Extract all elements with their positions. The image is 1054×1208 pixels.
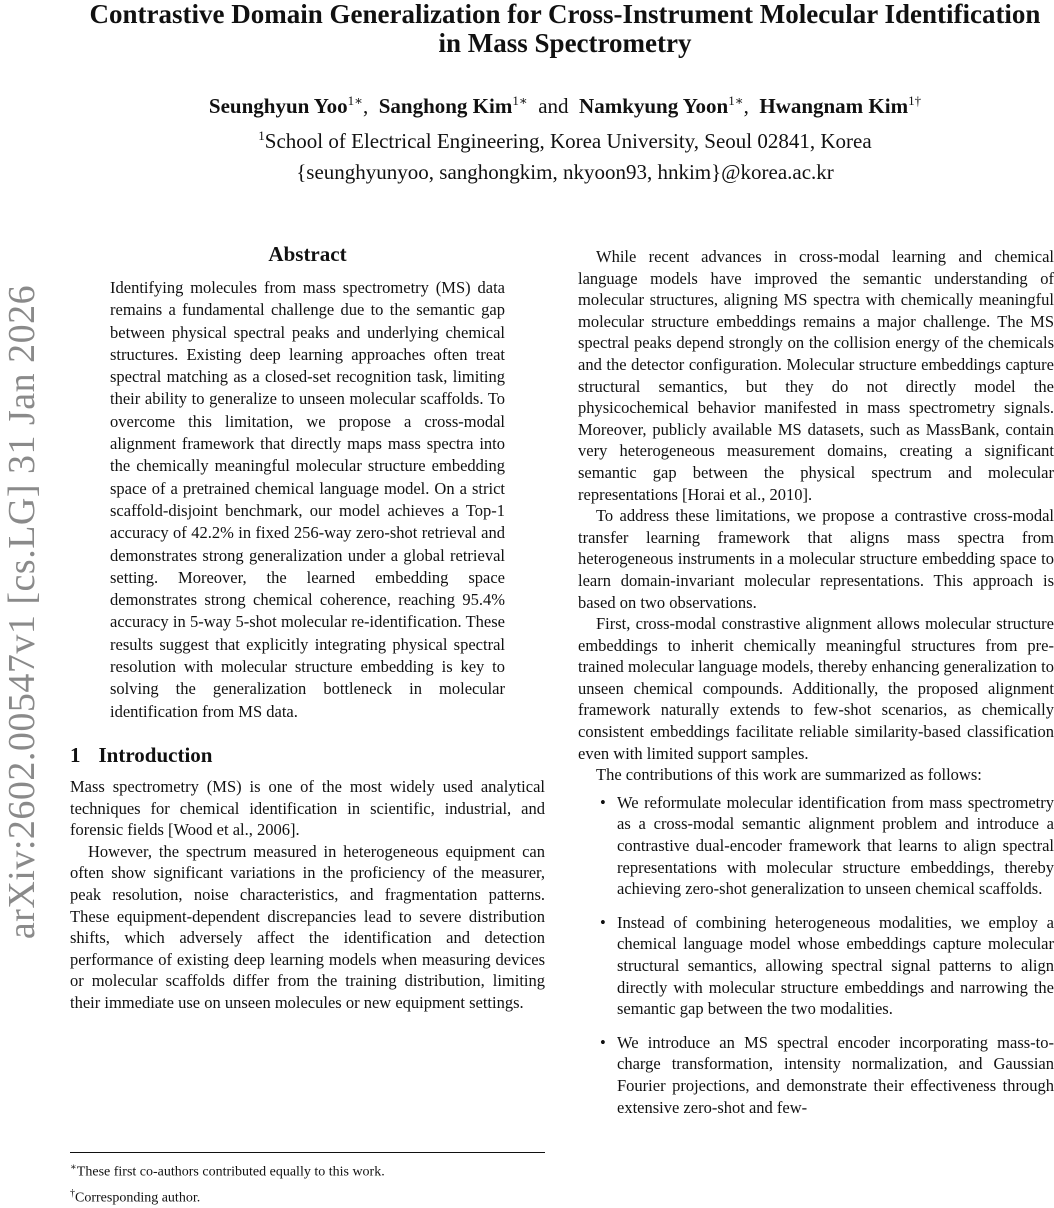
author-mark: 1∗ (347, 93, 363, 108)
abstract-heading: Abstract (268, 242, 347, 266)
author-separator: and (538, 94, 569, 118)
section-heading-introduction (70, 743, 545, 768)
arxiv-identifier-text: arXiv:2602.00547v1 [cs.LG] 31 Jan 2026 (1, 284, 43, 940)
abstract-body: Identifying molecules from mass spectrometry (MS) data remains a fundamental challenge due to the semantic gap between physical spectral peaks and underlying chemical structures. Existing deep learning approaches often treat spectral matching as a closed-set recognition task, limiting their ability to generalize to unseen molecular scaffolds. To overcome this limitation, we propose a cross-modal alignment framework that directly maps mass spectra into the chemically meaningful molecular structure embedding space of a pretrained chemical language model. On a strict scaffold-disjoint benchmark, our model achieves a Top-1 accuracy of 42.2% in fixed 256-way zero-shot retrieval and demonstrates strong generalization under a global retrieval setting. Moreover, the learned embedding space demonstrates strong chemical coherence, reaching 95.4% accuracy in 5-way 5-shot molecular re-identification. These results suggest that explicitly integrating physical spectral resolution with molecular structure embedding is key to solving the generalization bottleneck in molecular identification from MS data. (110, 278, 505, 721)
author-emails: {seunghyunyoo, sanghongkim, nkyoon93, hnkim}@korea.ac.kr (296, 160, 834, 184)
section-number: 1 (70, 742, 81, 767)
author-mark: 1† (908, 93, 922, 108)
list-item (578, 792, 1054, 900)
body-paragraph: To address these limitations, we propose a contrastive cross-modal transfer learning framework that aligns mass spectra from heterogeneous instruments in a molecular structure embedding space to learn domain-invariant molecular representations. This approach is based on two observations. (578, 506, 1054, 612)
paper-title-line-1: Contrastive Domain Generalization for Cross-Instrument Molecular Identification (89, 0, 1041, 29)
footnote-text: These first co-authors contributed equally to this work. (76, 1164, 385, 1180)
left-column (70, 242, 545, 1013)
affiliation-text: School of Electrical Engineering, Korea University, Seoul 02841, Korea (264, 129, 872, 153)
paper-title (60, 0, 1054, 58)
section-title: Introduction (98, 742, 213, 767)
author-name: Hwangnam Kim (759, 94, 909, 118)
author-list (60, 93, 1054, 119)
arxiv-identifier-sidebar (2, 262, 42, 962)
intro-paragraph-1: Mass spectrometry (MS) is one of the most widely used analytical techniques for chemical identification in scientific, industrial, and forensic fields [Wood et al., 2006]. (70, 776, 545, 840)
contributions-list (578, 792, 1054, 1118)
author-name: Seunghyun Yoo (208, 94, 348, 118)
footnote-mark: ∗ (70, 1162, 77, 1173)
intro-paragraph-2: However, the spectrum measured in heterogeneous equipment can often show significant variations in the proficiency of the measurer, peak resolution, noise characteristics, and fragmentation patterns. These equipment-dependent discrepancies lead to severe distribution shifts, which adversely affect the identification and detection performance of existing deep learning models when measuring devices or molecular scaffolds differ from the training distribution, limiting their immediate use on unseen molecules or new equipment settings. (70, 841, 545, 1012)
list-item-text: We reformulate molecular identification from mass spectrometry as a cross-modal semantic alignment problem and introduce a contrastive dual-encoder framework that learns to align spectral representations with molecular structure embeddings, thereby achieving zero-shot generalization to unseen chemical scaffolds. (617, 792, 1054, 899)
list-item (578, 912, 1054, 1020)
author-name: Sanghong Kim (378, 94, 513, 118)
affiliation-mark: 1 (258, 128, 265, 143)
body-paragraph: First, cross-modal constrastive alignment allows molecular structure embeddings to inherit chemically meaningful structures from pre-trained molecular language models, thereby enhancing generalization to unseen chemical compounds. Additionally, the proposed alignment framework naturally extends to few-shot scenarios, as chemically consistent embeddings facilitate reliable similarity-based classification even with limited support samples. (578, 614, 1054, 763)
footnote-mark: † (70, 1187, 75, 1199)
bullet-marker: • (600, 912, 606, 932)
author-mark: 1∗ (728, 93, 744, 108)
list-item-text: Instead of combining heterogeneous modalities, we employ a chemical language model whose embeddings capture molecular structural semantics, allowing spectral signal patterns to align directly with molecular structure embeddings and narrowing the semantic gap between the two modalities. (617, 912, 1054, 1019)
author-separator: , (362, 94, 369, 118)
bullet-marker: • (600, 792, 606, 812)
author-separator: , (743, 94, 749, 118)
bullet-marker: • (600, 1032, 606, 1052)
paper-title-line-2: in Mass Spectrometry (438, 28, 692, 58)
right-column (578, 246, 1054, 1130)
affiliation (60, 128, 1054, 154)
list-item (578, 1032, 1054, 1118)
footnote-text: Corresponding author. (75, 1190, 201, 1206)
author-name: Namkyung Yoon (579, 94, 729, 118)
footnote-1 (70, 1157, 545, 1183)
author-mark: 1∗ (512, 93, 528, 108)
footnote-2 (70, 1183, 545, 1208)
list-item-text: We introduce an MS spectral encoder incorporating mass-to-charge transformation, intensity normalization, and Gaussian Fourier projections, and demonstrate their effectiveness through extensive zero-shot and few- (617, 1032, 1054, 1117)
body-paragraph: While recent advances in cross-modal learning and chemical language models have improved the semantic understanding of molecular structures, aligning MS spectra with chemically meaningful molecular structure embeddings remains a major challenge. The MS spectral peaks depend strongly on the collision energy of the chemicals and the detector configuration. Molecular structure embeddings capture structural semantics, but they do not directly model the physicochemical behavior manifested in mass spectrometry signals. Moreover, publicly available MS datasets, such as MassBank, contain very heterogeneous measurement domains, creating a significant semantic gap between the physical spectrum and molecular representations [Horai et al., 2010]. (578, 247, 1054, 504)
body-paragraph: The contributions of this work are summarized as follows: (596, 765, 982, 785)
